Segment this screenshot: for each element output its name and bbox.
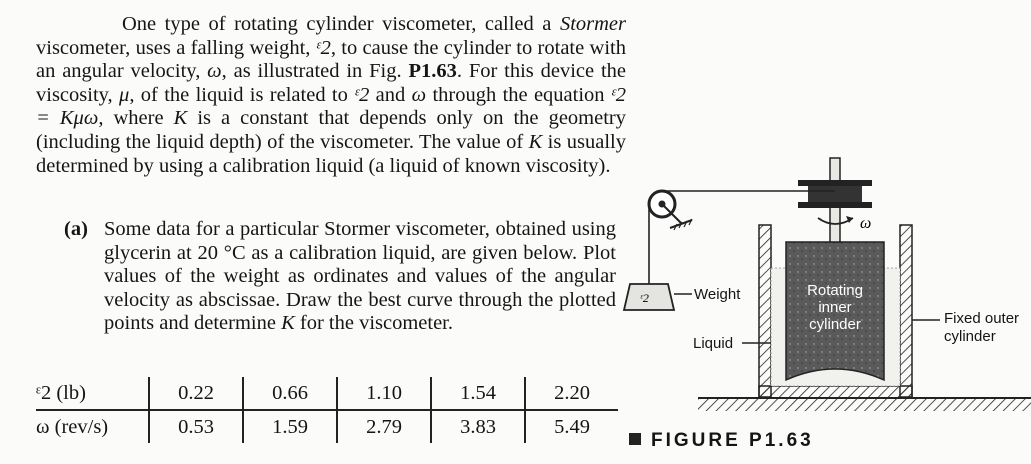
weight-block xyxy=(624,284,674,310)
weight-symbol: ᵋ2 xyxy=(640,291,649,305)
omega-label: ω xyxy=(860,215,872,232)
equation: ᵋ2 = Kμω xyxy=(36,83,627,130)
part-label: (a) xyxy=(64,218,88,240)
table-cell: 5.49 xyxy=(525,410,618,443)
text-span: Some data for a particular Stormer viscometer, obtained using glycerin at 20 °C as a calibration liquid, are given below. Plot values of the weight as ordinates and values of the angular velocity as abscissae. Draw the best curve through the plotted points and determine xyxy=(104,218,616,335)
text-span: for the viscometer. xyxy=(294,312,454,335)
label-fixed-outer: Fixed outer xyxy=(944,310,1020,327)
text-span: is usually determined by using a calibration liquid (a liquid of known viscosity). xyxy=(36,130,626,177)
row-label: ω (rev/s) xyxy=(36,416,109,438)
label-inner: inner xyxy=(818,299,852,316)
table-cell: 3.83 xyxy=(431,410,525,443)
symbol-omega: ω xyxy=(207,60,222,83)
table-row xyxy=(36,410,618,443)
figure-caption xyxy=(629,430,814,452)
text-span: , as illustrated in Fig. xyxy=(221,60,409,83)
figure-reference: P1.63 xyxy=(408,60,457,83)
spool xyxy=(798,180,872,208)
text-span: through the equation xyxy=(426,83,611,106)
part-a xyxy=(36,218,626,336)
data-table xyxy=(36,377,618,443)
table-cell: 2.20 xyxy=(525,377,618,410)
inner-cylinder-labels xyxy=(786,282,884,333)
row-label: ᵋ2 (lb) xyxy=(36,377,149,410)
term-stormer: Stormer xyxy=(559,13,626,35)
text-span: , of the liquid is related to xyxy=(129,83,355,106)
symbol-weight: ᵋ2 xyxy=(354,83,370,106)
text-span: , to cause the cylinder to rotate with an angular velocity, xyxy=(36,36,626,83)
text-span: , where xyxy=(98,107,174,130)
part-a-text xyxy=(104,218,616,336)
label-cylinder: cylinder xyxy=(809,316,861,333)
label-rotating: Rotating xyxy=(807,282,863,299)
caption-square-icon xyxy=(629,433,641,445)
problem-paragraph xyxy=(36,13,626,178)
symbol-mu: μ xyxy=(119,83,130,106)
table-cell: 1.10 xyxy=(337,377,431,410)
label-fixed-outer-2: cylinder xyxy=(944,328,996,345)
text-span: and xyxy=(369,83,412,106)
problem-statement xyxy=(36,13,626,178)
table-cell: 1.59 xyxy=(243,410,337,443)
ground xyxy=(698,398,1031,411)
text-span: is a constant that depends only on the geometry (including the liquid depth) of the viscometer. The value of xyxy=(36,107,626,153)
pulley xyxy=(649,191,692,230)
symbol-k: K xyxy=(281,312,295,335)
table-cell: 0.66 xyxy=(243,377,337,410)
table-cell: 2.79 xyxy=(337,410,431,443)
table-row xyxy=(36,377,618,410)
text-span: viscometer, uses a falling weight, xyxy=(36,36,316,59)
symbol-k: K xyxy=(528,130,543,153)
caption-text: FIGURE P1.63 xyxy=(651,430,814,451)
label-liquid: Liquid xyxy=(693,335,734,352)
text-span: . For this device the viscosity, xyxy=(36,60,626,106)
table-cell: 0.22 xyxy=(149,377,243,410)
symbol-k: K xyxy=(173,107,188,130)
table-cell: 1.54 xyxy=(431,377,525,410)
table-cell: 0.53 xyxy=(149,410,243,443)
symbol-weight: ᵋ2 xyxy=(315,36,331,59)
text-span: One type of rotating cylinder viscometer, called a xyxy=(122,13,560,35)
label-weight: Weight xyxy=(694,286,741,303)
symbol-omega: ω xyxy=(411,83,427,106)
